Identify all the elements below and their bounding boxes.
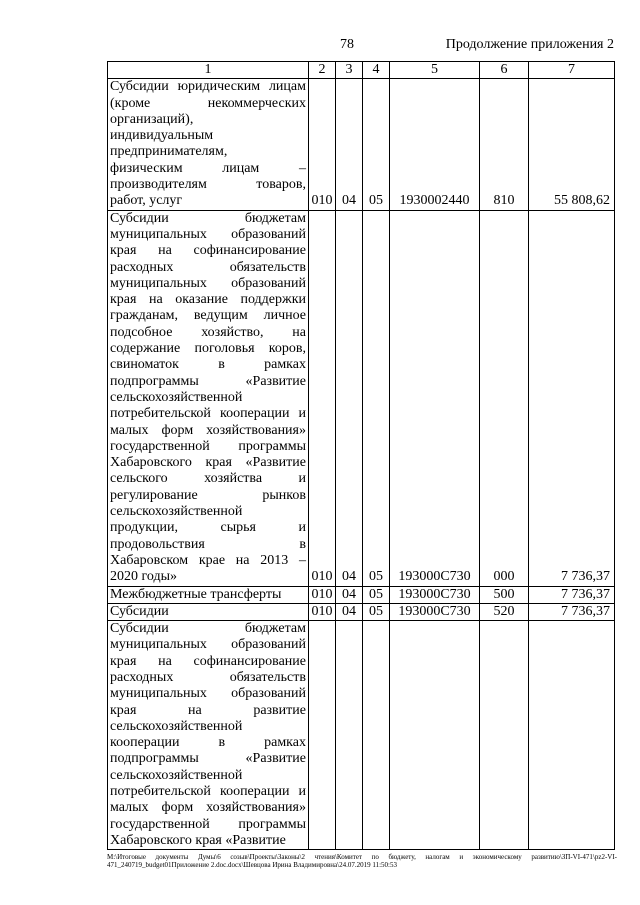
description-line: расходных обязательств (110, 669, 306, 685)
description-line: Хабаровского края «Развитие (110, 455, 306, 471)
description-line: регулирование рынков (110, 487, 306, 503)
subsection-code: 04 (336, 603, 363, 620)
description-line: муниципальных образований (110, 275, 306, 291)
target-article-code (390, 621, 480, 850)
page-number: 78 (340, 37, 354, 52)
description-line: (кроме некоммерческих (110, 95, 306, 111)
row-description (108, 586, 309, 603)
description-line: 2020 годы» (110, 569, 178, 585)
expense-type-code: 520 (480, 603, 529, 620)
description-line: потребительской кооперации и (110, 784, 306, 800)
item-code: 05 (363, 586, 390, 603)
section-code (309, 621, 336, 850)
column-header: 4 (363, 62, 390, 79)
table-header-row (108, 62, 615, 79)
amount-value: 7 736,37 (529, 603, 615, 620)
table-body (108, 79, 615, 850)
description-line: предпринимателям, (110, 144, 228, 160)
description-line: края на развитие (110, 702, 306, 718)
row-description (108, 210, 309, 586)
section-code: 010 (309, 79, 336, 210)
expense-type-code: 500 (480, 586, 529, 603)
description-line: работ, услуг (110, 193, 183, 209)
expense-type-code (480, 621, 529, 850)
item-code: 05 (363, 79, 390, 210)
description-line: Субсидии бюджетам (110, 621, 306, 637)
description-line: муниципальных образований (110, 226, 306, 242)
description-line: Субсидии бюджетам (110, 210, 306, 226)
description-line: муниципальных образований (110, 686, 306, 702)
description-line: Хабаровского края «Развитие (110, 832, 286, 848)
subsection-code: 04 (336, 586, 363, 603)
description-line: края на софинансирование (110, 243, 306, 259)
description-line: производителям товаров, (110, 177, 306, 193)
section-code: 010 (309, 210, 336, 586)
amount-value: 7 736,37 (529, 210, 615, 586)
description-line: малых форм хозяйствования» (110, 422, 306, 438)
description-line: государственной программы (110, 438, 306, 454)
subsection-code (336, 621, 363, 850)
description-line: сельскохозяйственной (110, 718, 243, 734)
table-row (108, 210, 615, 586)
table-row (108, 586, 615, 603)
target-article-code: 193000С730 (390, 210, 480, 586)
description-line: содержание поголовья коров, (110, 341, 306, 357)
description-line: сельскохозяйственной (110, 767, 243, 783)
description-line: края на софинансирование (110, 653, 306, 669)
continuation-title: Продолжение приложения 2 (445, 37, 614, 52)
section-code: 010 (309, 603, 336, 620)
description-line: сельскохозяйственной (110, 389, 243, 405)
description-line: малых форм хозяйствования» (110, 800, 306, 816)
description-line: края на оказание поддержки (110, 292, 306, 308)
description-line: потребительской кооперации и (110, 406, 306, 422)
column-header: 2 (309, 62, 336, 79)
amount-value (529, 621, 615, 850)
description-line: подпрограммы «Развитие (110, 373, 306, 389)
description-line: продовольствия в (110, 536, 306, 552)
file-path-footer: M:\Итоговые документы Думы\6 созыв\Проекты\Законы\2 чтения\Комитет по бюджету, налогам и экономическому развитию\ЗП-VI-471\pz2-VI-471_240719_budget01Приложение 2.doc.docx\Шевцова Ирина Владимировна\24.07.2019 11:50:53 (107, 853, 617, 869)
description-line: свиноматок в рамках (110, 357, 306, 373)
row-description (108, 603, 309, 620)
item-code (363, 621, 390, 850)
table-row (108, 79, 615, 210)
expense-type-code: 810 (480, 79, 529, 210)
description-line: Межбюджетные трансферты (110, 586, 282, 602)
item-code: 05 (363, 210, 390, 586)
description-line: продукции, сырья и (110, 520, 306, 536)
description-line: Субсидии юридическим лицам (110, 79, 306, 95)
description-line: расходных обязательств (110, 259, 306, 275)
column-header: 7 (529, 62, 615, 79)
description-line: кооперации в рамках (110, 735, 306, 751)
description-line: гражданам, ведущим личное (110, 308, 306, 324)
description-line: индивидуальным (110, 128, 214, 144)
column-header: 5 (390, 62, 480, 79)
item-code: 05 (363, 603, 390, 620)
description-line: подсобное хозяйство, на (110, 324, 306, 340)
appendix-table (107, 61, 615, 850)
target-article-code: 193000С730 (390, 586, 480, 603)
target-article-code: 1930002440 (390, 79, 480, 210)
description-line: Хабаровском крае на 2013 – (110, 552, 306, 568)
description-line: организаций), (110, 111, 194, 127)
column-header: 6 (480, 62, 529, 79)
amount-value: 55 808,62 (529, 79, 615, 210)
column-header: 1 (108, 62, 309, 79)
table-row (108, 603, 615, 620)
subsection-code: 04 (336, 79, 363, 210)
description-line: физическим лицам – (110, 160, 306, 176)
column-header: 3 (336, 62, 363, 79)
section-code: 010 (309, 586, 336, 603)
description-line: государственной программы (110, 816, 306, 832)
target-article-code: 193000С730 (390, 603, 480, 620)
description-line: муниципальных образований (110, 637, 306, 653)
expense-type-code: 000 (480, 210, 529, 586)
description-line: Субсидии (110, 603, 169, 619)
row-description (108, 621, 309, 850)
subsection-code: 04 (336, 210, 363, 586)
table-row (108, 621, 615, 850)
description-line: сельского хозяйства и (110, 471, 306, 487)
description-line: сельскохозяйственной (110, 504, 243, 520)
row-description (108, 79, 309, 210)
description-line: подпрограммы «Развитие (110, 751, 306, 767)
amount-value: 7 736,37 (529, 586, 615, 603)
